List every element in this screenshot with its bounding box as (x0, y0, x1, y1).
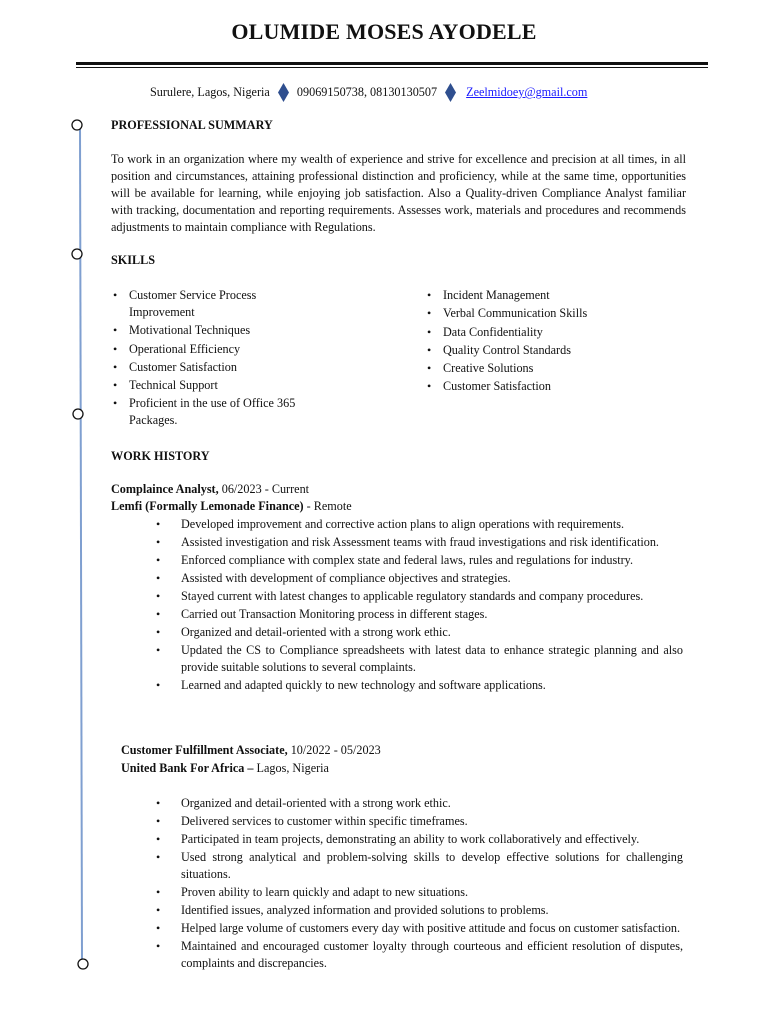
diamond-separator-icon (445, 83, 456, 102)
timeline-node (73, 409, 83, 419)
skills-heading: SKILLS (111, 253, 156, 267)
skill-item: • Verbal Communication Skills (425, 305, 665, 322)
header-rule-thin (76, 67, 708, 68)
duty-item: • Maintained and encouraged customer loyalty through courteous and efficient resolution of disputes, complaints and discrepancies. (181, 938, 683, 972)
duty-item: • Stayed current with latest changes to applicable regulatory standards and company procedures. (181, 588, 683, 605)
job-company: Lemfi (Formally Lemonade Finance) (111, 499, 304, 513)
skill-item: • Technical Support (111, 377, 299, 394)
duty-item: • Identified issues, analyzed information and provided solutions to problems. (181, 902, 683, 919)
diamond-separator-icon (278, 83, 289, 102)
timeline-node (72, 249, 82, 259)
skill-item: • Customer Satisfaction (111, 359, 299, 376)
timeline-decoration (0, 0, 100, 1024)
header-rule-thick (76, 62, 708, 65)
duty-item: • Used strong analytical and problem-solving skills to develop effective solutions for challenging situations. (181, 849, 683, 883)
job-dates: 06/2023 - Current (218, 482, 310, 496)
skill-item: • Incident Management (425, 287, 665, 304)
summary-heading: PROFESSIONAL SUMMARY (111, 118, 273, 132)
work-history-heading: WORK HISTORY (111, 449, 210, 463)
job-title-line (111, 481, 309, 498)
duty-item: • Proven ability to learn quickly and adapt to new situations. (181, 884, 683, 901)
skill-item: • Data Confidentiality (425, 324, 665, 341)
job-title: Customer Fulfillment Associate, (121, 743, 288, 757)
skills-list-right (425, 287, 665, 397)
job-title-line (121, 742, 381, 759)
duty-item: • Organized and detail-oriented with a strong work ethic. (181, 624, 683, 641)
location-text: Surulere, Lagos, Nigeria (150, 85, 270, 99)
job-company: United Bank For Africa – (121, 761, 254, 775)
duty-item: • Delivered services to customer within specific timeframes. (181, 813, 683, 830)
timeline-node (78, 959, 88, 969)
job-company-line (121, 760, 329, 777)
contact-line (150, 83, 587, 102)
duty-item: • Carried out Transaction Monitoring process in different stages. (181, 606, 683, 623)
skill-item: • Quality Control Standards (425, 342, 665, 359)
skill-item: • Motivational Techniques (111, 322, 299, 339)
duty-item: • Updated the CS to Compliance spreadsheets with latest data to enhance strategic planning and also provide suitable solutions to several complaints. (181, 642, 683, 676)
duty-item: • Assisted with development of compliance objectives and strategies. (181, 570, 683, 587)
email-link[interactable]: Zeelmidoey@gmail.com (466, 85, 588, 99)
timeline-node (72, 120, 82, 130)
summary-text: To work in an organization where my wealth of experience and strive for excellence and precision at all times, in all position and circumstances, attaining professional distinction and proficiency, while at the same time, opportunities will be available for learning, while enjoying job satisfaction. Also a Quality-driven Compliance Analyst familiar with tracking, documentation and reporting requirements. Assesses work, materials and procedures and recommends adjustments to maintain compliance with Regulations. (111, 152, 686, 234)
job-duties-list (181, 795, 683, 973)
duty-item: • Enforced compliance with complex state and federal laws, rules and regulations for industry. (181, 552, 683, 569)
duty-item: • Learned and adapted quickly to new technology and software applications. (181, 677, 683, 694)
skill-item: • Customer Satisfaction (425, 378, 665, 395)
phone-text: 09069150738, 08130130507 (296, 85, 438, 99)
duty-item: • Developed improvement and corrective action plans to align operations with requirements. (181, 516, 683, 533)
job-company-line (111, 498, 352, 515)
duty-item: • Assisted investigation and risk Assessment teams with fraud investigations and risk identification. (181, 534, 683, 551)
job-duties-list (181, 516, 683, 695)
skills-list-left (111, 287, 299, 431)
job-title: Complaince Analyst, (111, 482, 219, 496)
duty-item: • Helped large volume of customers every day with positive attitude and focus on customer satisfaction. (181, 920, 683, 937)
skill-item: • Customer Service Process Improvement (111, 287, 299, 321)
skill-item: • Proficient in the use of Office 365 Packages. (111, 395, 299, 429)
duty-item: • Organized and detail-oriented with a strong work ethic. (181, 795, 683, 812)
skill-item: • Creative Solutions (425, 360, 665, 377)
resume-name: OLUMIDE MOSES AYODELE (231, 19, 537, 44)
job-location: Lagos, Nigeria (253, 761, 329, 775)
job-dates: 10/2022 - 05/2023 (287, 743, 381, 757)
job-location: - Remote (303, 499, 352, 513)
skill-item: • Operational Efficiency (111, 341, 299, 358)
duty-item: • Participated in team projects, demonstrating an ability to work collaboratively and effectively. (181, 831, 683, 848)
